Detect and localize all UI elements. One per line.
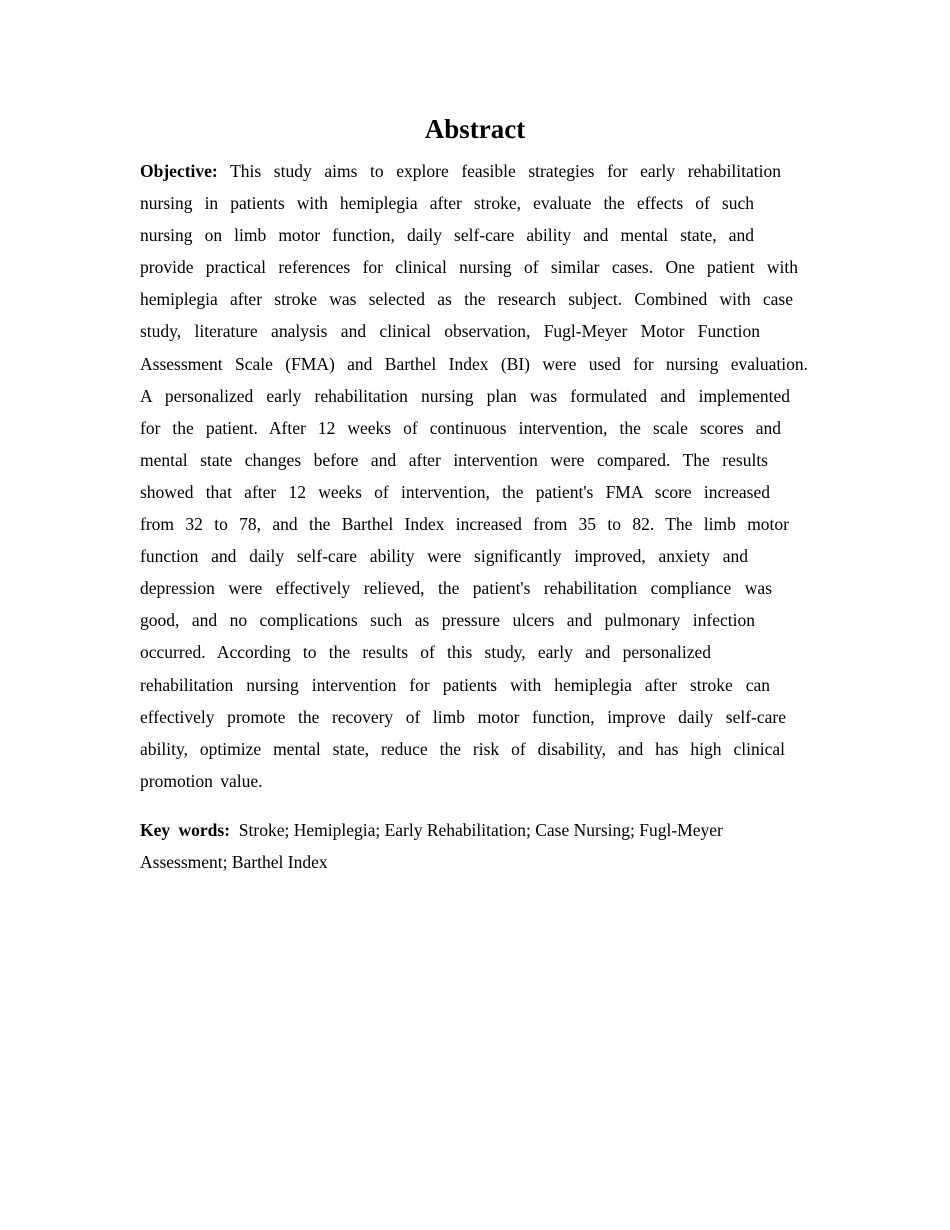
abstract-line: ability, optimize mental state, reduce the risk of disability, and has high clinical	[140, 738, 785, 759]
abstract-body	[140, 155, 808, 797]
abstract-line: for the patient. After 12 weeks of continuous intervention, the scale scores and	[140, 417, 781, 438]
abstract-line: function and daily self-care ability were significantly improved, anxiety and	[140, 546, 748, 567]
abstract-line: promotion value.	[140, 770, 263, 791]
keywords-text: Stroke; Hemiplegia; Early Rehabilitation; Case Nursing; Fugl-Meyer	[238, 820, 723, 840]
abstract-line: showed that after 12 weeks of intervention, the patient's FMA score increased	[140, 481, 770, 502]
keywords-line	[140, 814, 808, 846]
abstract-line	[140, 155, 781, 187]
abstract-line: from 32 to 78, and the Barthel Index increased from 35 to 82. The limb motor	[140, 514, 789, 535]
abstract-line: good, and no complications such as pressure ulcers and pulmonary infection	[140, 610, 755, 631]
abstract-line: effectively promote the recovery of limb motor function, improve daily self-care	[140, 706, 786, 727]
abstract-line: study, literature analysis and clinical observation, Fugl-Meyer Motor Function	[140, 321, 760, 342]
keywords-line: Assessment; Barthel Index	[140, 852, 328, 873]
abstract-line: nursing on limb motor function, daily self-care ability and mental state, and	[140, 225, 754, 246]
abstract-line: occurred. According to the results of this study, early and personalized	[140, 642, 711, 663]
abstract-line: Assessment Scale (FMA) and Barthel Index (BI) were used for nursing evaluation.	[140, 353, 808, 374]
abstract-line: depression were effectively relieved, the patient's rehabilitation compliance was	[140, 578, 772, 599]
keywords-label: Key words:	[140, 820, 231, 840]
abstract-line: A personalized early rehabilitation nursing plan was formulated and implemented	[140, 385, 790, 406]
abstract-line: rehabilitation nursing intervention for patients with hemiplegia after stroke can	[140, 674, 770, 695]
objective-label: Objective:	[140, 161, 218, 181]
keywords-section	[140, 814, 808, 878]
abstract-title: Abstract	[424, 114, 526, 144]
abstract-line: nursing in patients with hemiplegia after stroke, evaluate the effects of such	[140, 193, 754, 214]
abstract-text: This study aims to explore feasible strategies for early rehabilitation	[230, 161, 782, 181]
abstract-line: mental state changes before and after intervention were compared. The results	[140, 449, 768, 470]
abstract-line: provide practical references for clinical nursing of similar cases. One patient with	[140, 257, 798, 278]
abstract-line: hemiplegia after stroke was selected as the research subject. Combined with case	[140, 289, 793, 310]
